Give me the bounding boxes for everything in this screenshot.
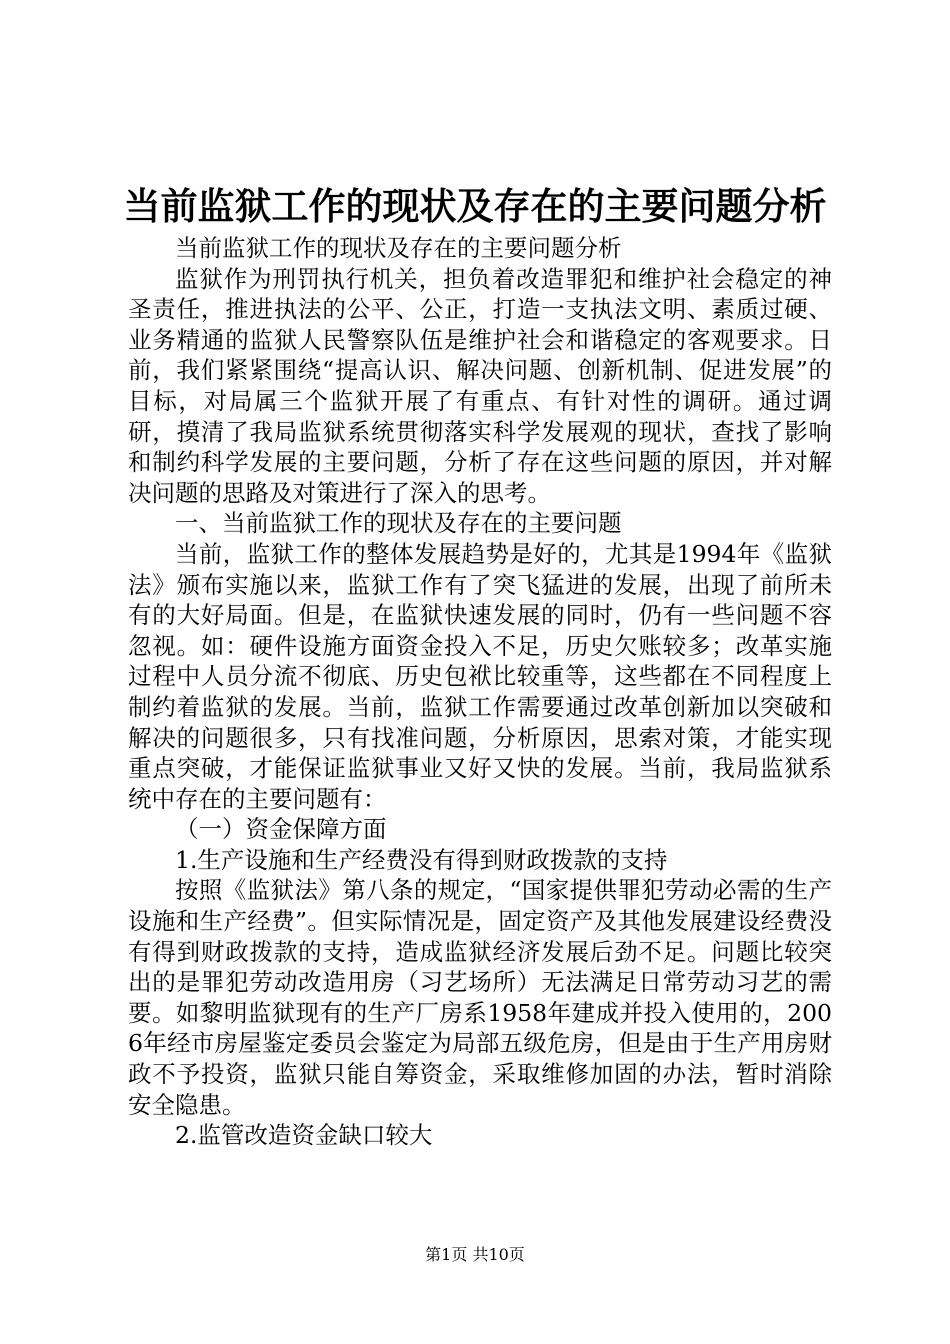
item-heading-1: 1.生产设施和生产经费没有得到财政拨款的支持 <box>175 845 668 874</box>
paragraph-subtitle: 当前监狱工作的现状及存在的主要问题分析 <box>175 234 622 262</box>
document-title: 当前监狱工作的现状及存在的主要问题分析 <box>123 184 827 228</box>
section-heading-1: 一、当前监狱工作的现状及存在的主要问题 <box>175 509 622 538</box>
item-heading-2: 2.监管改造资金缺口较大 <box>175 1121 433 1150</box>
subsection-heading-funding: （一）资金保障方面 <box>175 815 387 844</box>
paragraph-intro: 监狱作为刑罚执行机关，担负着改造罪犯和维护社会稳定的神圣责任，推进执法的公平、公正，打造一支执法文明、素质过硬、业务精通的监狱人民警察队伍是维护社会和谐稳定的客观要求。日前，我们紧紧围绕“提高认识、解决问题、创新机制、促进发展”的目标，对局属三个监狱开展了有重点、有针对性的调研。通过调研，摸清了我局监狱系统贯彻落实科学发展观的现状，查找了影响和制约科学发展的主要问题，分析了存在这些问题的原因，并对解决问题的思路及对策进行了深入的思考。 <box>128 264 832 507</box>
paragraph-prison-law: 按照《监狱法》第八条的规定，“国家提供罪犯劳动必需的生产设施和生产经费”。但实际情况是，固定资产及其他发展建设经费没有得到财政拨款的支持，造成监狱经济发展后劲不足。问题比较突出的是罪犯劳动改造用房（习艺场所）无法满足日常劳动习艺的需要。如黎明监狱现有的生产厂房系1958年建成并投入使用的，2006年经市房屋鉴定委员会鉴定为局部五级危房，但是由于生产用房财政不予投资，监狱只能自筹资金，采取维修加固的办法，暂时消除安全隐患。 <box>128 876 832 1119</box>
page-footer: 第1页 共10页 <box>425 1245 525 1264</box>
paragraph-status: 当前，监狱工作的整体发展趋势是好的，尤其是1994年《监狱法》颁布实施以来，监狱工作有了突飞猛进的发展，出现了前所未有的大好局面。但是，在监狱快速发展的同时，仍有一些问题不容忽视。如：硬件设施方面资金投入不足，历史欠账较多；改革实施过程中人员分流不彻底、历史包袱比较重等，这些都在不同程度上制约着监狱的发展。当前，监狱工作需要通过改革创新加以突破和解决的问题很多，只有找准问题，分析原因，思索对策，才能实现重点突破，才能保证监狱事业又好又快的发展。当前，我局监狱系统中存在的主要问题有： <box>128 539 832 813</box>
document-body <box>128 233 832 1151</box>
